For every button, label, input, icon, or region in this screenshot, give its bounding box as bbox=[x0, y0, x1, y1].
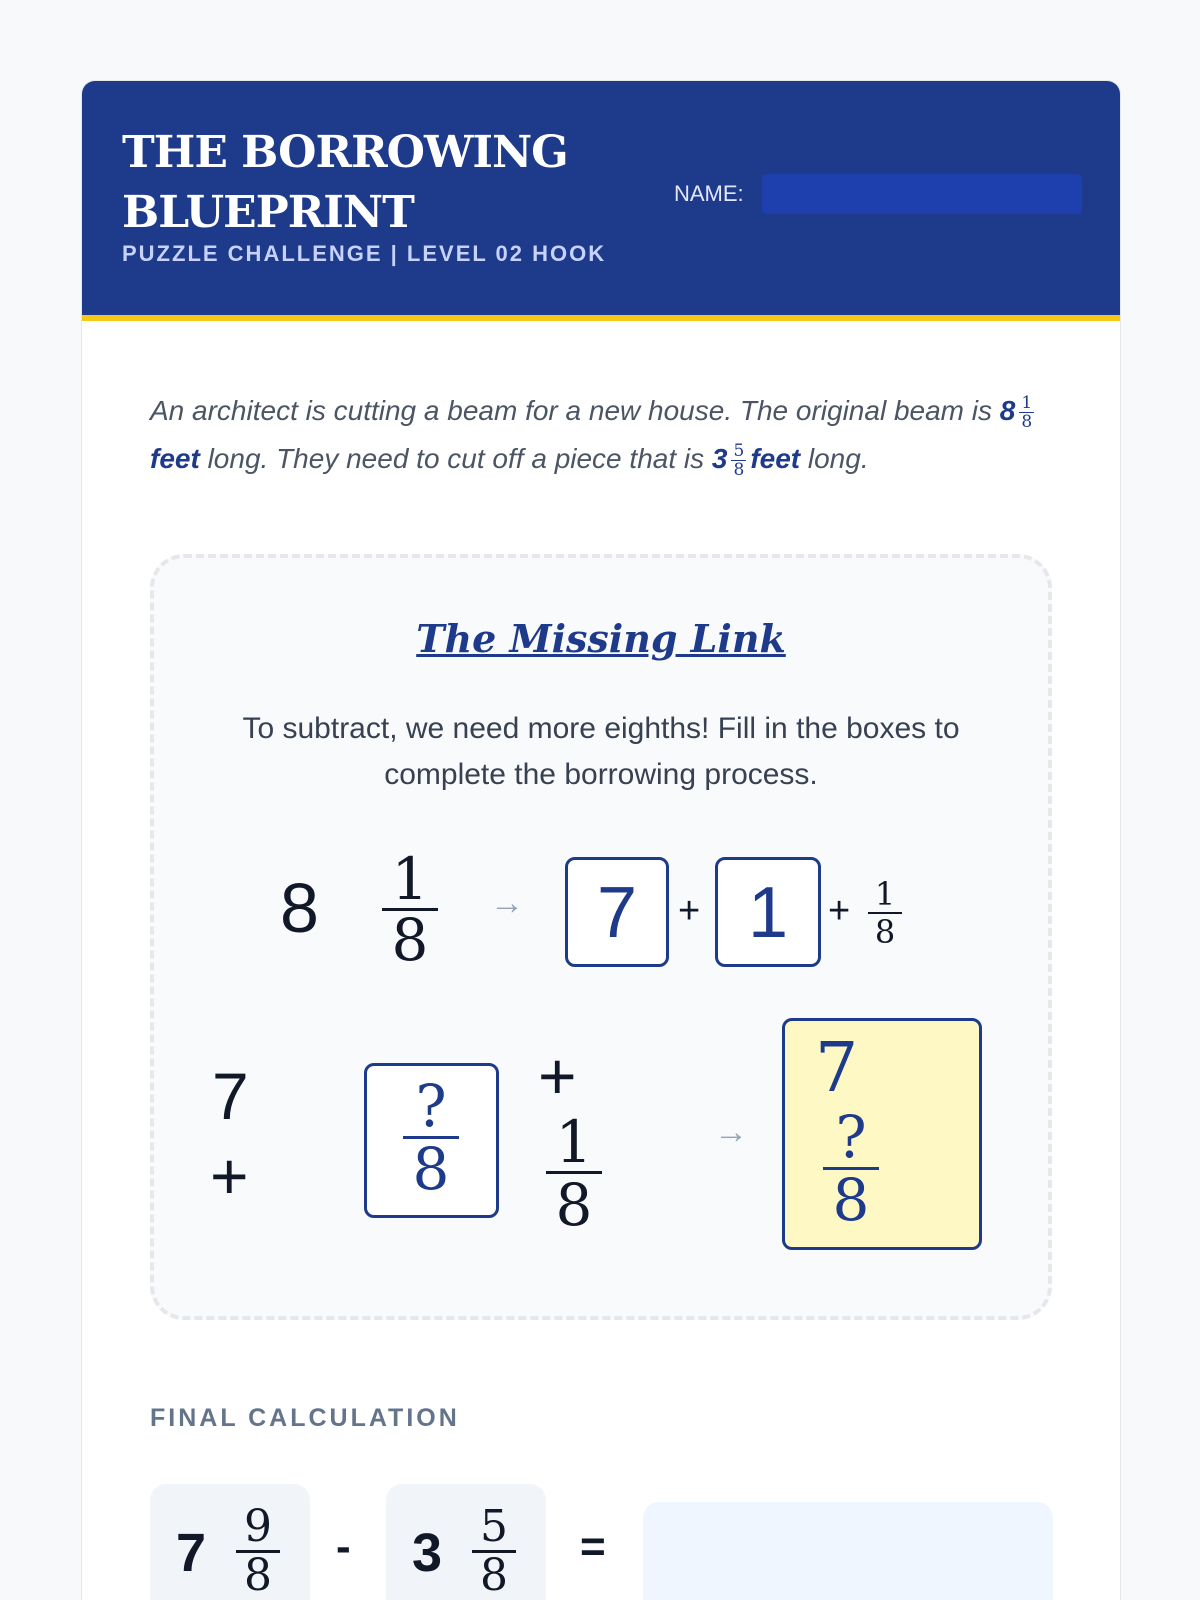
result-fraction bbox=[823, 1103, 879, 1234]
final-calculation-label: FINAL CALCULATION bbox=[150, 1404, 460, 1432]
row2-numerator: 1 bbox=[546, 1113, 602, 1174]
cut-whole: 3 bbox=[711, 443, 728, 474]
row1-tail-fraction bbox=[868, 876, 902, 950]
subtrahend-numerator: 5 bbox=[472, 1504, 516, 1553]
minuend-fraction bbox=[236, 1501, 280, 1600]
row1-plus2: + bbox=[828, 890, 851, 932]
row2-plus1: + bbox=[210, 1139, 249, 1213]
minus-sign: - bbox=[336, 1522, 351, 1571]
row2-box-fraction bbox=[403, 1072, 459, 1203]
row1-tail-numerator: 1 bbox=[868, 876, 902, 914]
beam-unit: feet bbox=[150, 443, 200, 474]
word-problem bbox=[150, 387, 1050, 483]
worksheet-card bbox=[81, 80, 1121, 1600]
minuend-numerator: 9 bbox=[236, 1504, 280, 1553]
row2-plus2: + bbox=[538, 1039, 577, 1113]
story-middle: long. They need to cut off a piece that is bbox=[207, 443, 705, 474]
row1-denominator: 8 bbox=[391, 906, 429, 974]
row1-whole: 8 bbox=[280, 869, 319, 947]
result-whole: 7 bbox=[815, 1029, 859, 1108]
cut-denominator: 8 bbox=[733, 460, 745, 481]
answer-input[interactable] bbox=[643, 1502, 1053, 1600]
minuend-whole: 7 bbox=[176, 1523, 207, 1583]
beam-numerator: 1 bbox=[1021, 393, 1033, 414]
subtrahend-fraction bbox=[472, 1501, 516, 1600]
minuend-box bbox=[150, 1484, 310, 1600]
puzzle-title: The Missing Link bbox=[416, 616, 786, 661]
row1-box2-value: 1 bbox=[747, 873, 789, 953]
result-numerator: ? bbox=[823, 1107, 879, 1170]
row1-borrow-box[interactable] bbox=[715, 857, 821, 967]
row1-fraction bbox=[382, 845, 438, 974]
row2-arrow-icon: → bbox=[714, 1113, 748, 1151]
row2-box-numerator: ? bbox=[403, 1076, 459, 1139]
result-box[interactable] bbox=[782, 1018, 982, 1250]
minuend-denominator: 8 bbox=[244, 1550, 272, 1600]
beam-fraction bbox=[1019, 394, 1034, 431]
subtrahend-denominator: 8 bbox=[480, 1550, 508, 1600]
beam-denominator: 8 bbox=[1021, 412, 1033, 433]
row2-box-denominator: 8 bbox=[412, 1135, 450, 1203]
worksheet-title: THE BORROWING BLUEPRINT bbox=[122, 127, 568, 238]
story-end: long. bbox=[807, 443, 869, 474]
name-label: NAME: bbox=[674, 181, 744, 206]
row1-whole-box[interactable] bbox=[565, 857, 669, 967]
equals-sign: = bbox=[580, 1522, 606, 1571]
subtrahend-box bbox=[386, 1484, 546, 1600]
row1-box1-value: 7 bbox=[596, 873, 638, 953]
row2-whole: 7 bbox=[212, 1059, 249, 1133]
worksheet-header bbox=[82, 81, 1121, 321]
row2-fraction bbox=[546, 1108, 602, 1239]
cut-unit: feet bbox=[750, 443, 801, 474]
subtrahend-whole: 3 bbox=[412, 1523, 443, 1583]
beam-whole: 8 bbox=[999, 395, 1016, 426]
row1-plus1: + bbox=[678, 890, 701, 932]
result-denominator: 8 bbox=[832, 1166, 870, 1234]
puzzle-panel bbox=[150, 554, 1052, 1320]
name-input[interactable] bbox=[762, 174, 1082, 214]
row1-numerator: 1 bbox=[382, 850, 438, 911]
story-intro: An architect is cutting a beam for a new house. The original beam is bbox=[150, 395, 992, 426]
row2-numerator-box[interactable] bbox=[364, 1063, 499, 1218]
cut-numerator: 5 bbox=[733, 441, 745, 462]
puzzle-instructions: To subtract, we need more eighths! Fill in the boxes to complete the borrowing process. bbox=[242, 712, 960, 791]
worksheet-subtitle: PUZZLE CHALLENGE | LEVEL 02 HOOK bbox=[122, 241, 607, 266]
row2-denominator: 8 bbox=[555, 1171, 593, 1239]
row1-tail-denominator: 8 bbox=[874, 913, 896, 951]
cut-fraction bbox=[731, 442, 746, 479]
row1-arrow-icon: → bbox=[490, 884, 524, 922]
